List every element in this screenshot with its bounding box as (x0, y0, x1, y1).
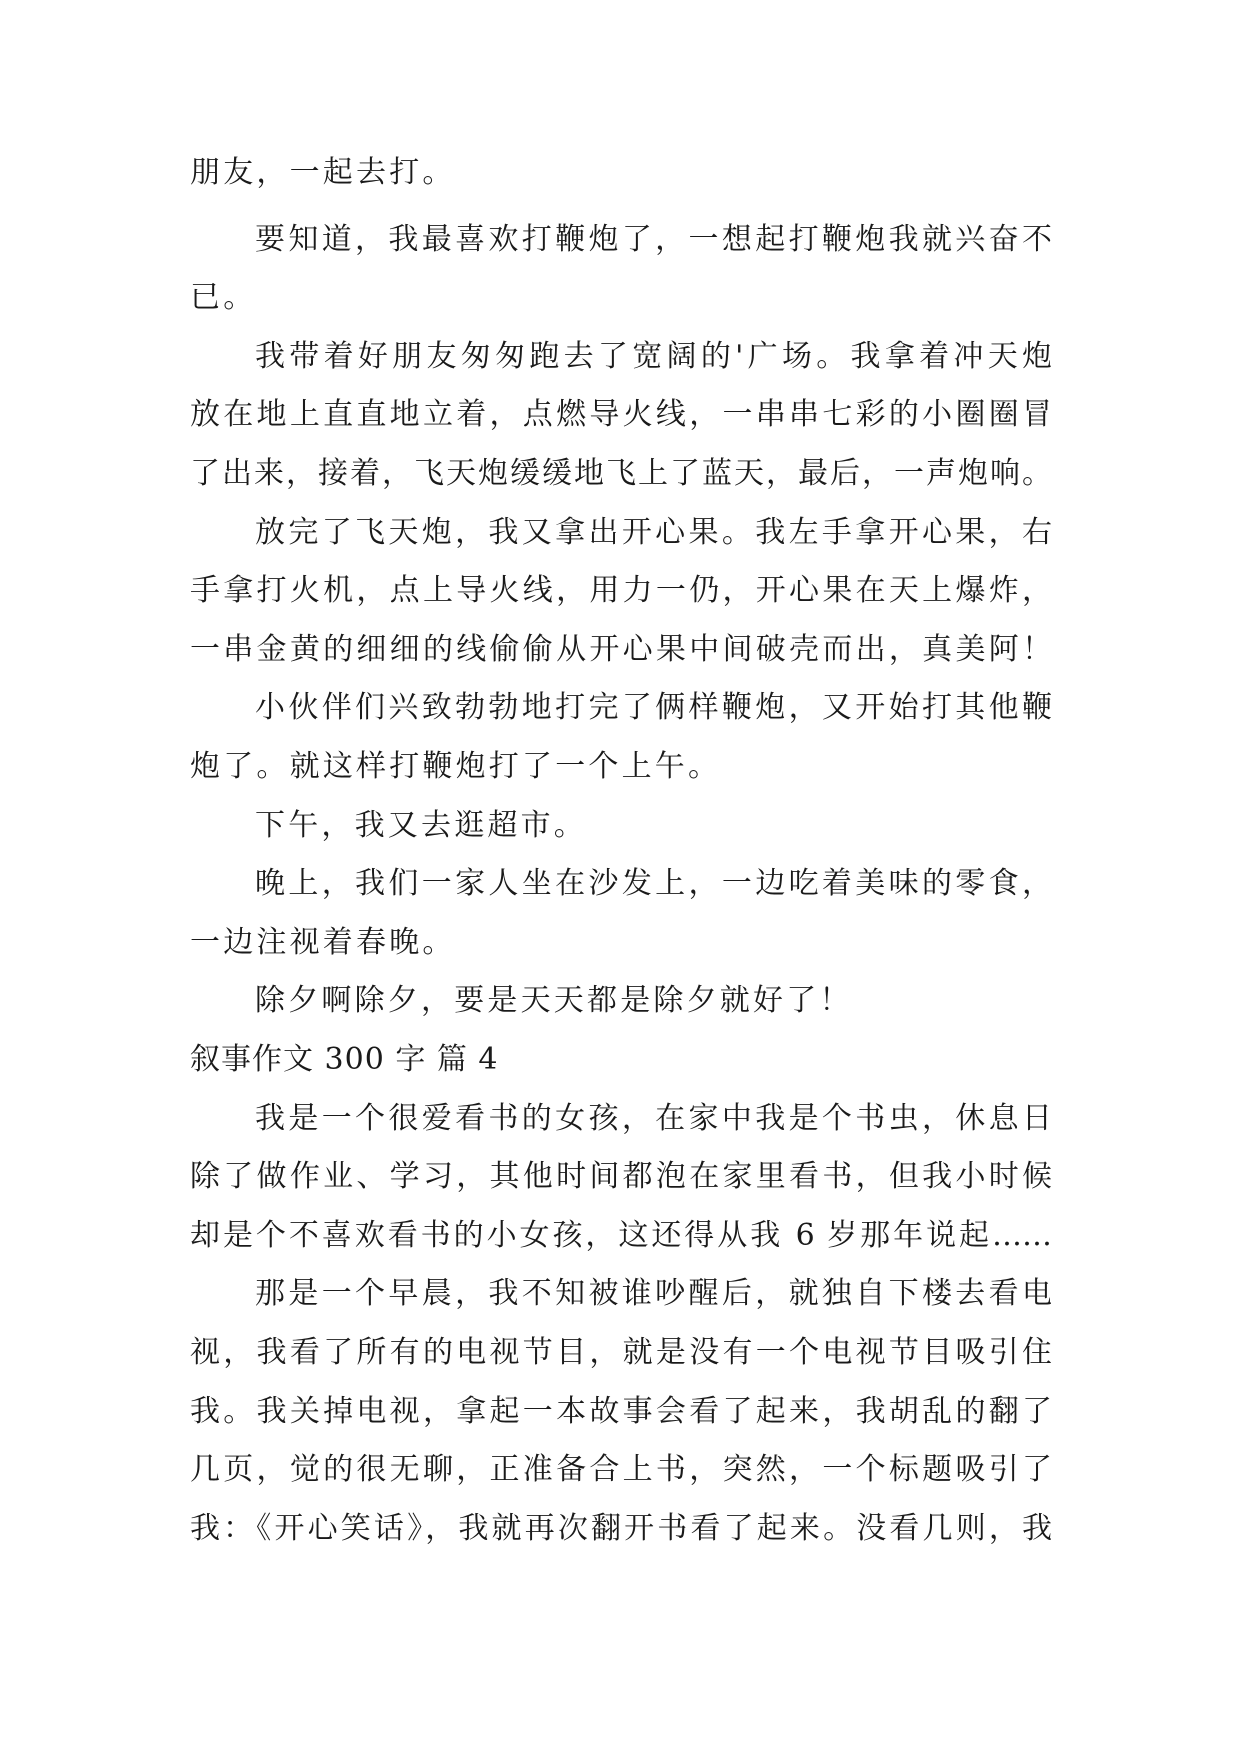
text-line: 一边注视着春晚。 (190, 925, 456, 960)
text-line: 那是一个早晨，我不知被谁吵醒后，就独自下楼去看电 (255, 1276, 1052, 1311)
text-line: 视，我看了所有的电视节目，就是没有一个电视节目吸引住 (190, 1335, 1052, 1370)
text-line: 一串金黄的细细的线偷偷从开心果中间破壳而出，真美阿！ (190, 632, 1052, 667)
text-line: 已。 (190, 280, 257, 315)
text-line: 除了做作业、学习，其他时间都泡在家里看书，但我小时候 (190, 1159, 1052, 1194)
text-line: 放完了飞天炮，我又拿出开心果。我左手拿开心果，右 (255, 515, 1052, 550)
text-line: 晚上，我们一家人坐在沙发上，一边吃着美味的零食， (255, 866, 1052, 901)
text-line: 却是个不喜欢看书的小女孩，这还得从我 6 岁那年说起…… (190, 1218, 1052, 1253)
text-line: 我：《开心笑话》，我就再次翻开书看了起来。没看几则，我 (190, 1511, 1052, 1546)
text-line: 几页，觉的很无聊，正准备合上书，突然，一个标题吸引了 (190, 1452, 1052, 1487)
text-line: 炮了。就这样打鞭炮打了一个上午。 (190, 749, 722, 784)
text-line: 下午，我又去逛超市。 (255, 808, 587, 843)
text-line: 我。我关掉电视，拿起一本故事会看了起来，我胡乱的翻了 (190, 1394, 1052, 1429)
text-line: 朋友，一起去打。 (190, 155, 456, 190)
text-line: 手拿打火机，点上导火线，用力一仍，开心果在天上爆炸， (190, 573, 1052, 608)
text-line: 我带着好朋友匆匆跑去了宽阔的'广场。我拿着冲天炮 (255, 339, 1052, 374)
text-line: 小伙伴们兴致勃勃地打完了俩样鞭炮，又开始打其他鞭 (255, 690, 1052, 725)
text-line: 了出来，接着，飞天炮缓缓地飞上了蓝天，最后，一声炮响。 (190, 456, 1052, 491)
section-heading: 叙事作文 300 字 篇 4 (190, 1042, 499, 1077)
text-line: 我是一个很爱看书的女孩，在家中我是个书虫，休息日 (255, 1101, 1052, 1136)
text-line: 放在地上直直地立着，点燃导火线，一串串七彩的小圈圈冒 (190, 397, 1052, 432)
text-line: 要知道，我最喜欢打鞭炮了，一想起打鞭炮我就兴奋不 (255, 222, 1052, 257)
text-line: 除夕啊除夕，要是天天都是除夕就好了！ (255, 983, 853, 1018)
